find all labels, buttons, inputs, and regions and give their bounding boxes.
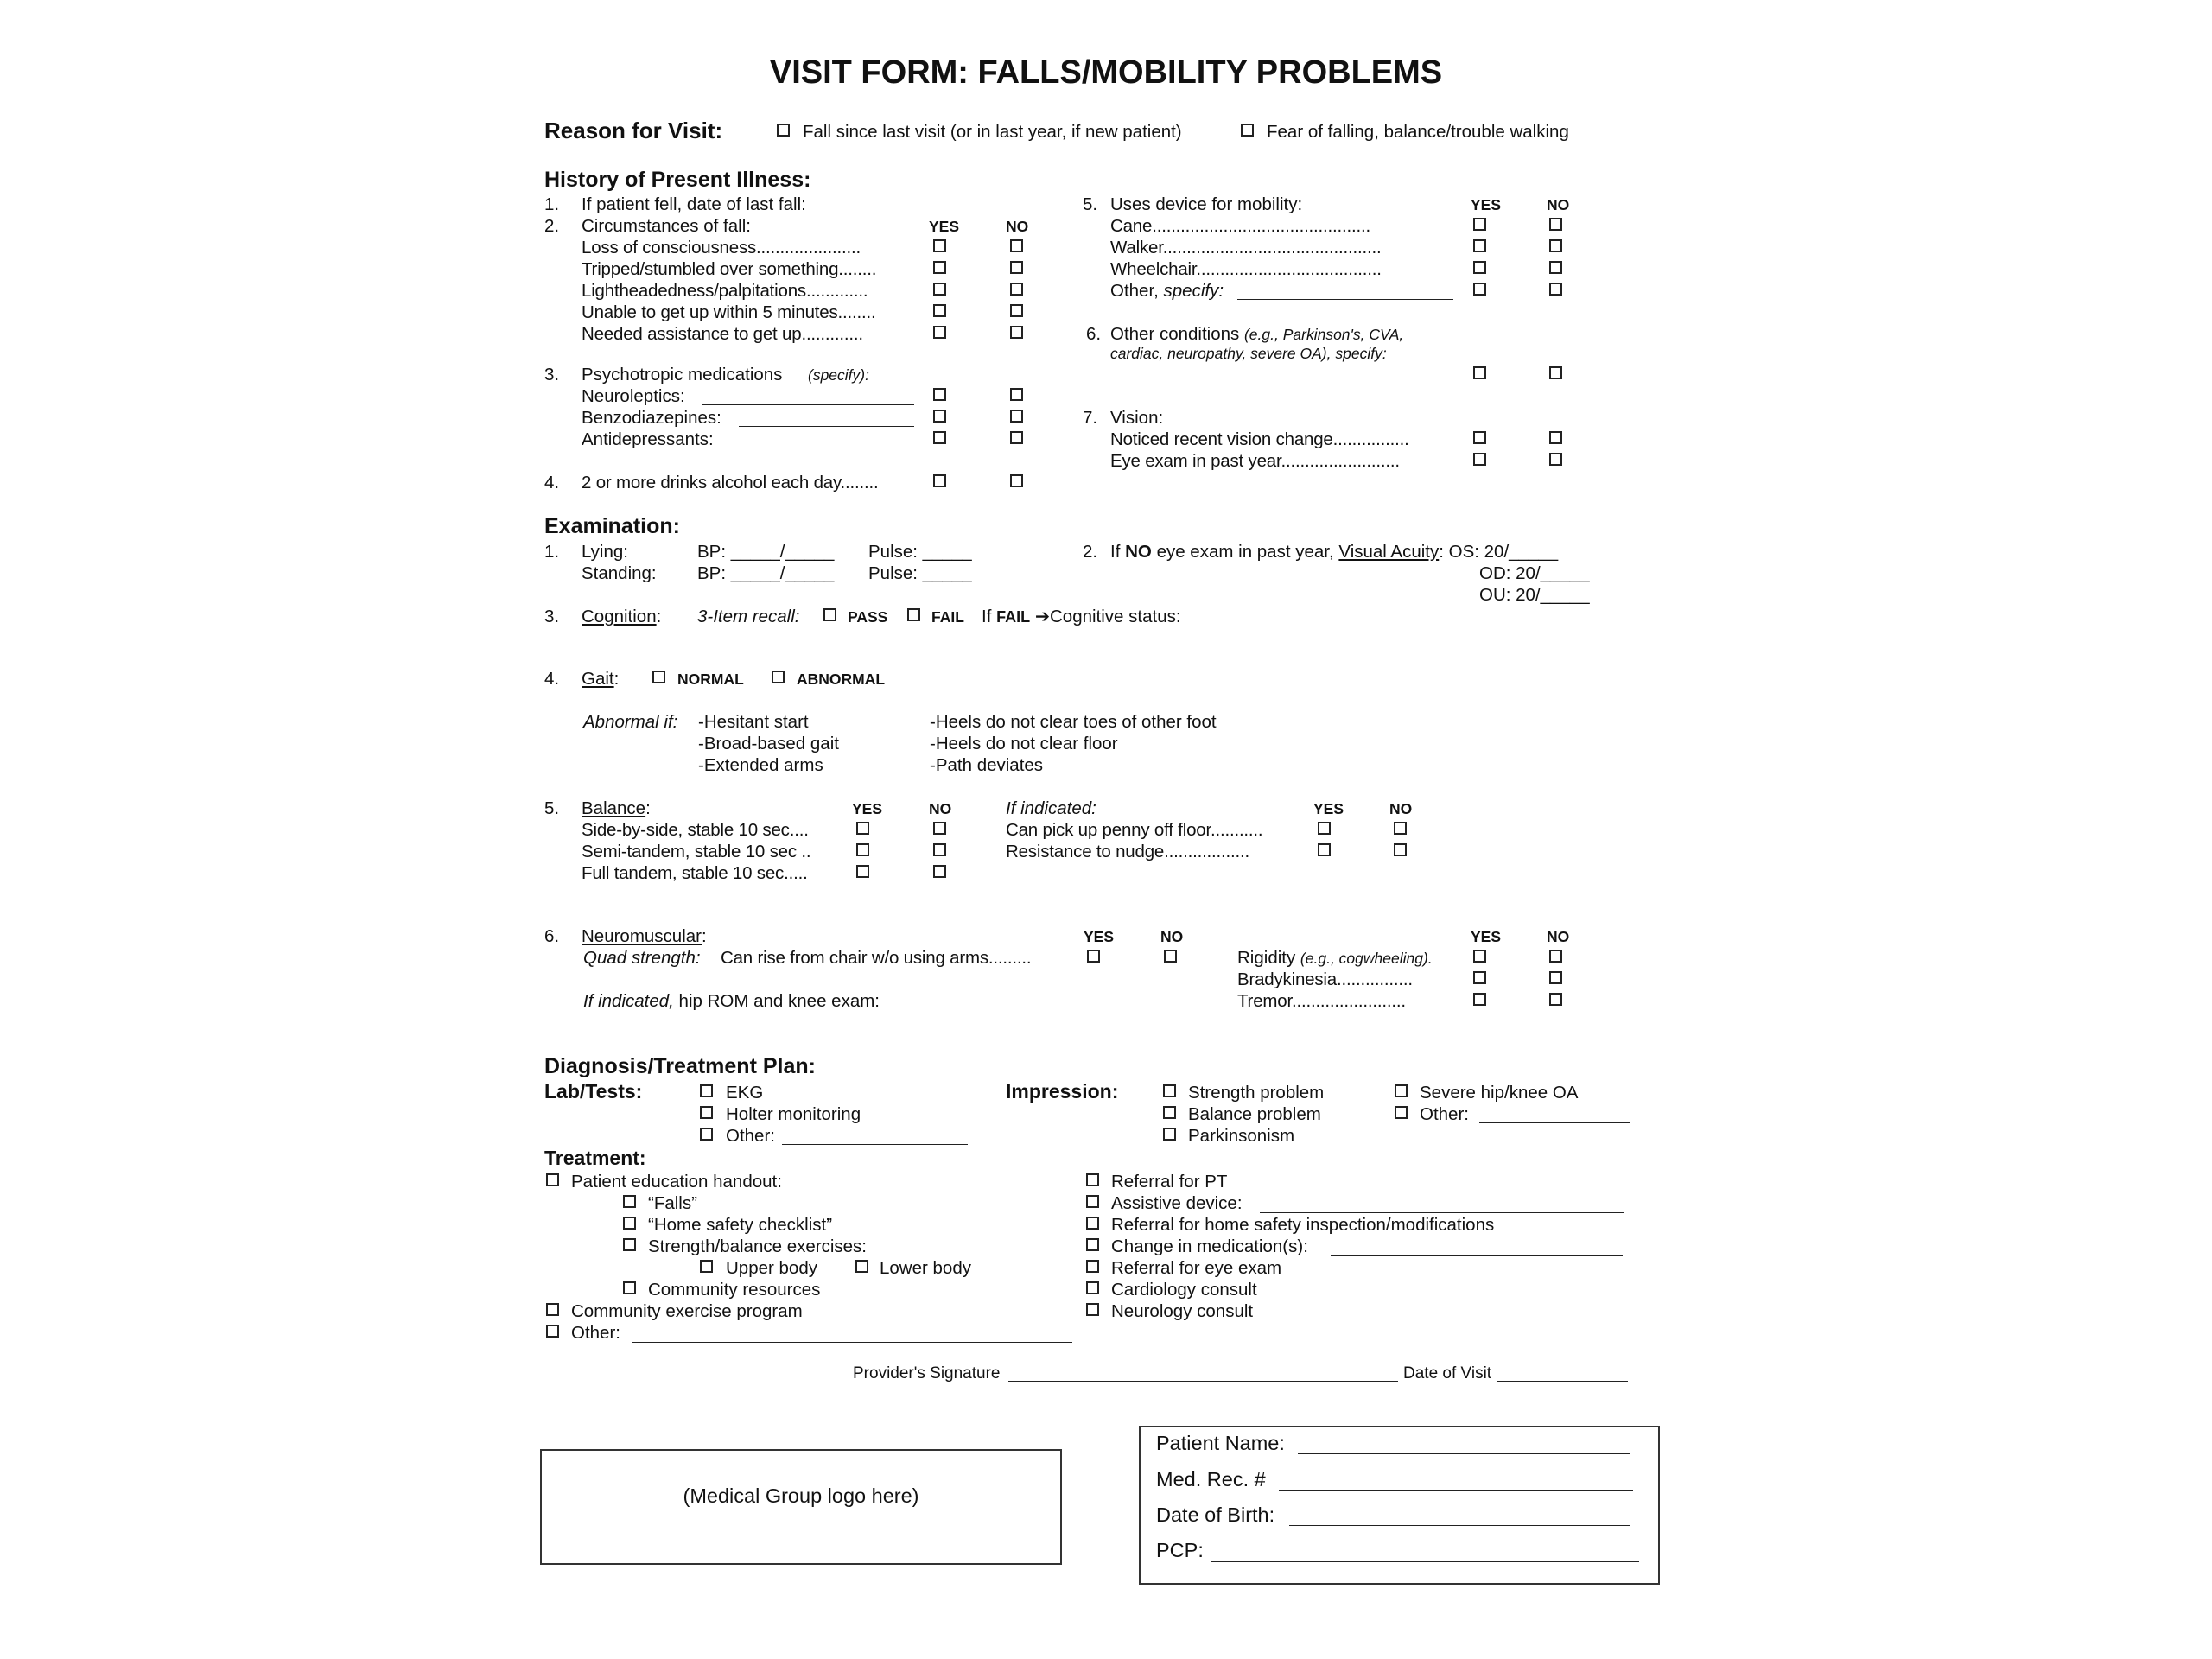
fall-item-lightheadedness: Lightheadedness/palpitations............. (582, 281, 868, 301)
referral-pt-checkbox[interactable] (1086, 1173, 1099, 1186)
med-benzodiazepines-label: Benzodiazepines: (582, 408, 721, 428)
nudge-yes-checkbox[interactable] (1318, 843, 1331, 856)
fall-item-1-no-checkbox[interactable] (1010, 239, 1023, 252)
pcp-label: PCP: (1156, 1539, 1204, 1561)
treatment-other-checkbox[interactable] (546, 1325, 559, 1338)
neuro2-yes-header: YES (1471, 928, 1502, 945)
side-by-side-yes-checkbox[interactable] (856, 822, 869, 835)
eye-exam-yes-checkbox[interactable] (1473, 453, 1486, 466)
standing-bp[interactable]: BP: _____/_____ (697, 563, 835, 583)
med-rec-field[interactable] (1279, 1490, 1633, 1491)
psychotropic-label: Psychotropic medications (582, 365, 783, 385)
fall-item-1-yes-checkbox[interactable] (933, 239, 946, 252)
other-conditions-text: Other conditions (1110, 324, 1240, 344)
assistive-device-checkbox[interactable] (1086, 1195, 1099, 1208)
fall-item-loss-consciousness: Loss of consciousness...................... (582, 238, 861, 257)
walker-yes-checkbox[interactable] (1473, 239, 1486, 252)
semi-tandem-no-checkbox[interactable] (933, 843, 946, 856)
balance-label (582, 798, 651, 819)
device-other-field[interactable] (1237, 299, 1453, 300)
community-resources-label: Community resources (648, 1280, 821, 1300)
impression-strength-checkbox[interactable] (1163, 1084, 1176, 1097)
rigidity-example: (e.g., cogwheeling). (1300, 950, 1433, 967)
upper-body-checkbox[interactable] (700, 1260, 713, 1273)
gait-colon: : (613, 669, 620, 689)
exam-num-6: 6. (544, 926, 560, 946)
neuromuscular-colon: : (702, 926, 707, 946)
balance-text: Balance (582, 798, 646, 818)
recall-fail-label: FAIL (931, 608, 964, 626)
assistive-device-field[interactable] (1260, 1212, 1624, 1213)
neurology-consult-label: Neurology consult (1111, 1301, 1254, 1321)
rise-from-chair-label: Can rise from chair w/o using arms......... (721, 948, 1032, 968)
neuroleptics-no-checkbox[interactable] (1010, 388, 1023, 401)
nudge-label: Resistance to nudge.................. (1006, 842, 1250, 861)
gait-abnormal-checkbox[interactable] (772, 671, 785, 683)
community-resources-checkbox[interactable] (623, 1281, 636, 1294)
neuromuscular-text: Neuromuscular (582, 926, 702, 946)
alcohol-no-checkbox[interactable] (1010, 474, 1023, 487)
med-rec-label: Med. Rec. # (1156, 1468, 1266, 1491)
va-no: NO (1125, 542, 1152, 562)
logo-placeholder-text: (Medical Group logo here) (683, 1484, 919, 1507)
other-conditions-examples-2: cardiac, neuropathy, severe OA), specify: (1110, 345, 1387, 362)
treatment-other-label: Other: (571, 1323, 620, 1343)
eye-exam-label: Eye exam in past year......................... (1110, 451, 1400, 471)
gait-criteria-5: -Heels do not clear floor (930, 734, 1118, 753)
neuroleptics-yes-checkbox[interactable] (933, 388, 946, 401)
va-os-field[interactable]: : OS: 20/_____ (1439, 542, 1559, 562)
full-tandem-no-checkbox[interactable] (933, 865, 946, 878)
med-neuroleptics-label: Neuroleptics: (582, 386, 685, 406)
dob-field[interactable] (1289, 1525, 1630, 1526)
tremor-label: Tremor........................ (1237, 991, 1406, 1011)
if-fail-bold: FAIL (996, 608, 1031, 626)
lab-other-checkbox[interactable] (700, 1128, 713, 1141)
patient-info-box (1139, 1426, 1660, 1585)
handout-strength-checkbox[interactable] (623, 1238, 636, 1251)
walker-no-checkbox[interactable] (1549, 239, 1562, 252)
hpi-num-6: 6. (1086, 324, 1102, 344)
reason-label: Reason for Visit: (544, 118, 723, 143)
hpi-num-5: 5. (1083, 194, 1098, 214)
reason-fall-label: Fall since last visit (or in last year, if new patient) (803, 122, 1182, 142)
device-wheelchair: Wheelchair....................................... (1110, 259, 1382, 279)
recall-pass-checkbox[interactable] (823, 608, 836, 621)
neuromuscular-label (582, 925, 707, 947)
device-other (1110, 280, 1224, 302)
device-other-no-checkbox[interactable] (1549, 283, 1562, 296)
visual-acuity-label: Visual Acuity (1338, 542, 1440, 562)
gait-criteria-4: -Heels do not clear toes of other foot (930, 712, 1217, 732)
reason-fear-label: Fear of falling, balance/trouble walking (1267, 122, 1569, 142)
fall-item-3-yes-checkbox[interactable] (933, 283, 946, 296)
hpi-num-7: 7. (1083, 408, 1098, 428)
exam-heading: Examination: (544, 514, 680, 538)
device-yes-header: YES (1471, 196, 1502, 213)
impression-balance-label: Balance problem (1188, 1104, 1321, 1124)
benzodiazepines-field[interactable] (739, 426, 914, 427)
patient-ed-label: Patient education handout: (571, 1172, 782, 1192)
impression-hip-knee-oa-checkbox[interactable] (1395, 1084, 1408, 1097)
fall-item-unable-get-up: Unable to get up within 5 minutes........ (582, 302, 876, 322)
plan-heading: Diagnosis/Treatment Plan: (544, 1054, 816, 1078)
home-safety-referral-label: Referral for home safety inspection/modifications (1111, 1215, 1495, 1235)
date-of-visit-label: Date of Visit (1403, 1364, 1492, 1382)
medication-change-checkbox[interactable] (1086, 1238, 1099, 1251)
vision-change-no-checkbox[interactable] (1549, 431, 1562, 444)
impression-balance-checkbox[interactable] (1163, 1106, 1176, 1119)
lab-other-label: Other: (726, 1126, 775, 1146)
bradykinesia-label: Bradykinesia................ (1237, 969, 1413, 989)
indicated-yes-header: YES (1313, 800, 1344, 817)
wheelchair-yes-checkbox[interactable] (1473, 261, 1486, 274)
standing-label: Standing: (582, 563, 657, 583)
quad-strength-label: Quad strength: (583, 948, 701, 968)
if-fail-post: ➔Cognitive status: (1034, 607, 1181, 626)
upper-body-label: Upper body (726, 1258, 817, 1278)
neuroleptics-field[interactable] (702, 404, 914, 405)
wheelchair-no-checkbox[interactable] (1549, 261, 1562, 274)
abnormal-if-label: Abnormal if: (583, 712, 678, 732)
hpi-num-2: 2. (544, 216, 560, 236)
mobility-device-label: Uses device for mobility: (1110, 194, 1303, 214)
provider-signature-label: Provider's Signature (853, 1364, 1001, 1382)
referral-pt-label: Referral for PT (1111, 1172, 1228, 1192)
recall-fail-checkbox[interactable] (907, 608, 920, 621)
hpi-num-1: 1. (544, 194, 560, 214)
fall-item-2-yes-checkbox[interactable] (933, 261, 946, 274)
lab-ekg-checkbox[interactable] (700, 1084, 713, 1097)
recall-pass-label: PASS (848, 608, 888, 626)
if-indicated-label: If indicated: (1006, 798, 1096, 818)
va-if: If (1110, 542, 1121, 562)
impression-strength-label: Strength problem (1188, 1083, 1325, 1103)
gait-criteria-2: -Broad-based gait (698, 734, 839, 753)
vision-change-label: Noticed recent vision change................ (1110, 429, 1409, 449)
device-no-header: NO (1547, 196, 1570, 213)
rise-chair-no-checkbox[interactable] (1164, 950, 1177, 963)
form-title: VISIT FORM: FALLS/MOBILITY PROBLEMS (769, 54, 1443, 91)
balance-colon: : (645, 798, 651, 818)
cane-no-checkbox[interactable] (1549, 218, 1562, 231)
fall-item-needed-assistance: Needed assistance to get up............. (582, 324, 863, 344)
device-walker: Walker.............................................. (1110, 238, 1382, 257)
vision-change-yes-checkbox[interactable] (1473, 431, 1486, 444)
community-exercise-label: Community exercise program (571, 1301, 803, 1321)
logo-placeholder-box (540, 1449, 1062, 1565)
handout-home-safety-checkbox[interactable] (623, 1217, 636, 1230)
assistive-device-label: Assistive device: (1111, 1193, 1243, 1213)
neuro-no-header: NO (1160, 928, 1184, 945)
gait-label (582, 668, 619, 690)
other-conditions-label (1110, 323, 1403, 345)
va-mid: eye exam in past year, (1156, 542, 1334, 562)
patient-name-label: Patient Name: (1156, 1432, 1285, 1454)
fall-item-tripped: Tripped/stumbled over something........ (582, 259, 877, 279)
hip-rom-label (583, 990, 880, 1012)
fall-item-5-yes-checkbox[interactable] (933, 326, 946, 339)
gait-abnormal-label: ABNORMAL (797, 671, 886, 688)
hpi-heading: History of Present Illness: (544, 168, 811, 192)
alcohol-yes-checkbox[interactable] (933, 474, 946, 487)
balance-yes-header: YES (852, 800, 883, 817)
device-other-yes-checkbox[interactable] (1473, 283, 1486, 296)
balance-side-by-side: Side-by-side, stable 10 sec.... (582, 820, 809, 840)
exam-num-2: 2. (1083, 542, 1098, 562)
vision-label: Vision: (1110, 408, 1164, 428)
fall-item-2-no-checkbox[interactable] (1010, 261, 1023, 274)
benzodiazepines-no-checkbox[interactable] (1010, 410, 1023, 423)
visual-acuity-line (1110, 541, 1558, 563)
hip-rom-text: hip ROM and knee exam: (678, 991, 880, 1011)
home-safety-referral-checkbox[interactable] (1086, 1217, 1099, 1230)
standing-pulse[interactable]: Pulse: _____ (868, 563, 972, 583)
dob-label: Date of Birth: (1156, 1503, 1275, 1526)
date-of-visit-field[interactable] (1497, 1381, 1628, 1382)
antidepressants-yes-checkbox[interactable] (933, 431, 946, 444)
hpi-no-header: NO (1006, 218, 1029, 235)
cognition-text: Cognition (582, 607, 657, 626)
lying-bp[interactable]: BP: _____/_____ (697, 542, 835, 562)
reason-fall-checkbox[interactable] (777, 124, 790, 137)
lab-tests-label: Lab/Tests: (544, 1080, 643, 1103)
lab-holter-checkbox[interactable] (700, 1106, 713, 1119)
alcohol-label: 2 or more drinks alcohol each day........ (582, 473, 879, 493)
rigidity-text: Rigidity (1237, 948, 1296, 968)
lab-holter-label: Holter monitoring (726, 1104, 861, 1124)
med-antidepressants-label: Antidepressants: (582, 429, 714, 449)
antidepressants-no-checkbox[interactable] (1010, 431, 1023, 444)
semi-tandem-yes-checkbox[interactable] (856, 843, 869, 856)
cane-yes-checkbox[interactable] (1473, 218, 1486, 231)
impression-other-checkbox[interactable] (1395, 1106, 1408, 1119)
circumstances-label: Circumstances of fall: (582, 216, 751, 236)
impression-other-field[interactable] (1479, 1122, 1630, 1123)
lying-pulse[interactable]: Pulse: _____ (868, 542, 972, 562)
cognitive-status-label (982, 606, 1181, 628)
indicated-no-header: NO (1389, 800, 1413, 817)
neurology-consult-checkbox[interactable] (1086, 1303, 1099, 1316)
impression-parkinsonism-label: Parkinsonism (1188, 1126, 1295, 1146)
patient-ed-checkbox[interactable] (546, 1173, 559, 1186)
exam-num-4: 4. (544, 669, 560, 689)
penny-label: Can pick up penny off floor........... (1006, 820, 1263, 840)
handout-strength-label: Strength/balance exercises: (648, 1236, 867, 1256)
reason-fear-checkbox[interactable] (1241, 124, 1254, 137)
gait-normal-checkbox[interactable] (652, 671, 665, 683)
fall-item-5-no-checkbox[interactable] (1010, 326, 1023, 339)
bradykinesia-yes-checkbox[interactable] (1473, 971, 1486, 984)
hpi-last-fall-label: If patient fell, date of last fall: (582, 194, 806, 214)
medication-change-label: Change in medication(s): (1111, 1236, 1308, 1256)
handout-home-safety-label: “Home safety checklist” (648, 1215, 833, 1235)
nudge-no-checkbox[interactable] (1394, 843, 1407, 856)
fall-item-4-yes-checkbox[interactable] (933, 304, 946, 317)
tremor-no-checkbox[interactable] (1549, 993, 1562, 1006)
tremor-yes-checkbox[interactable] (1473, 993, 1486, 1006)
gait-criteria-1: -Hesitant start (698, 712, 809, 732)
exam-num-5: 5. (544, 798, 560, 818)
gait-criteria-3: -Extended arms (698, 755, 823, 775)
benzodiazepines-yes-checkbox[interactable] (933, 410, 946, 423)
other-conditions-no-checkbox[interactable] (1549, 366, 1562, 379)
rise-chair-yes-checkbox[interactable] (1087, 950, 1100, 963)
impression-label: Impression: (1006, 1080, 1119, 1103)
balance-full-tandem: Full tandem, stable 10 sec..... (582, 863, 808, 883)
lower-body-label: Lower body (880, 1258, 971, 1278)
neuro2-no-header: NO (1547, 928, 1570, 945)
hpi-num-4: 4. (544, 473, 560, 493)
fall-item-4-no-checkbox[interactable] (1010, 304, 1023, 317)
lab-other-field[interactable] (782, 1144, 968, 1145)
full-tandem-yes-checkbox[interactable] (856, 865, 869, 878)
device-cane: Cane.............................................. (1110, 216, 1371, 236)
cardiology-consult-checkbox[interactable] (1086, 1281, 1099, 1294)
cognition-label (582, 606, 661, 627)
handout-falls-checkbox[interactable] (623, 1195, 636, 1208)
neuro-yes-header: YES (1084, 928, 1115, 945)
treatment-other-field[interactable] (632, 1342, 1072, 1343)
hip-rom-if-indicated: If indicated, (583, 991, 674, 1011)
treatment-label: Treatment: (544, 1147, 646, 1169)
community-exercise-checkbox[interactable] (546, 1303, 559, 1316)
exam-num-3: 3. (544, 607, 560, 626)
device-other-specify: specify: (1163, 281, 1224, 301)
gait-normal-label: NORMAL (677, 671, 744, 688)
rigidity-no-checkbox[interactable] (1549, 950, 1562, 963)
hpi-yes-header: YES (929, 218, 960, 235)
if-fail-pre: If (982, 607, 992, 626)
cardiology-consult-label: Cardiology consult (1111, 1280, 1257, 1300)
device-other-label: Other, (1110, 281, 1164, 301)
balance-semi-tandem: Semi-tandem, stable 10 sec .. (582, 842, 811, 861)
impression-parkinsonism-checkbox[interactable] (1163, 1128, 1176, 1141)
other-conditions-yes-checkbox[interactable] (1473, 366, 1486, 379)
va-od-field[interactable]: OD: 20/_____ (1479, 563, 1590, 583)
handout-falls-label: “Falls” (648, 1193, 697, 1213)
rigidity-label (1237, 947, 1433, 969)
impression-other-label: Other: (1420, 1104, 1469, 1124)
eye-exam-referral-label: Referral for eye exam (1111, 1258, 1282, 1278)
recall-label: 3-Item recall: (697, 607, 800, 626)
balance-no-header: NO (929, 800, 952, 817)
other-conditions-examples: (e.g., Parkinson's, CVA, (1243, 326, 1404, 343)
medication-change-field[interactable] (1331, 1255, 1623, 1256)
provider-signature-field[interactable] (1008, 1381, 1398, 1382)
penny-yes-checkbox[interactable] (1318, 822, 1331, 835)
va-ou-field[interactable]: OU: 20/_____ (1479, 585, 1590, 605)
eye-exam-referral-checkbox[interactable] (1086, 1260, 1099, 1273)
impression-hip-knee-oa-label: Severe hip/knee OA (1420, 1083, 1579, 1103)
cognition-colon: : (656, 607, 662, 626)
gait-text: Gait (582, 669, 614, 689)
hpi-num-3: 3. (544, 365, 560, 385)
lying-label: Lying: (582, 542, 628, 562)
penny-no-checkbox[interactable] (1394, 822, 1407, 835)
fall-item-3-no-checkbox[interactable] (1010, 283, 1023, 296)
patient-name-field[interactable] (1298, 1453, 1630, 1454)
eye-exam-no-checkbox[interactable] (1549, 453, 1562, 466)
exam-num-1: 1. (544, 542, 560, 562)
pcp-field[interactable] (1211, 1561, 1639, 1562)
psychotropic-specify-note: (specify): (808, 366, 869, 384)
lab-ekg-label: EKG (726, 1083, 764, 1103)
gait-criteria-6: -Path deviates (930, 755, 1044, 775)
lower-body-checkbox[interactable] (855, 1260, 868, 1273)
rigidity-yes-checkbox[interactable] (1473, 950, 1486, 963)
side-by-side-no-checkbox[interactable] (933, 822, 946, 835)
bradykinesia-no-checkbox[interactable] (1549, 971, 1562, 984)
